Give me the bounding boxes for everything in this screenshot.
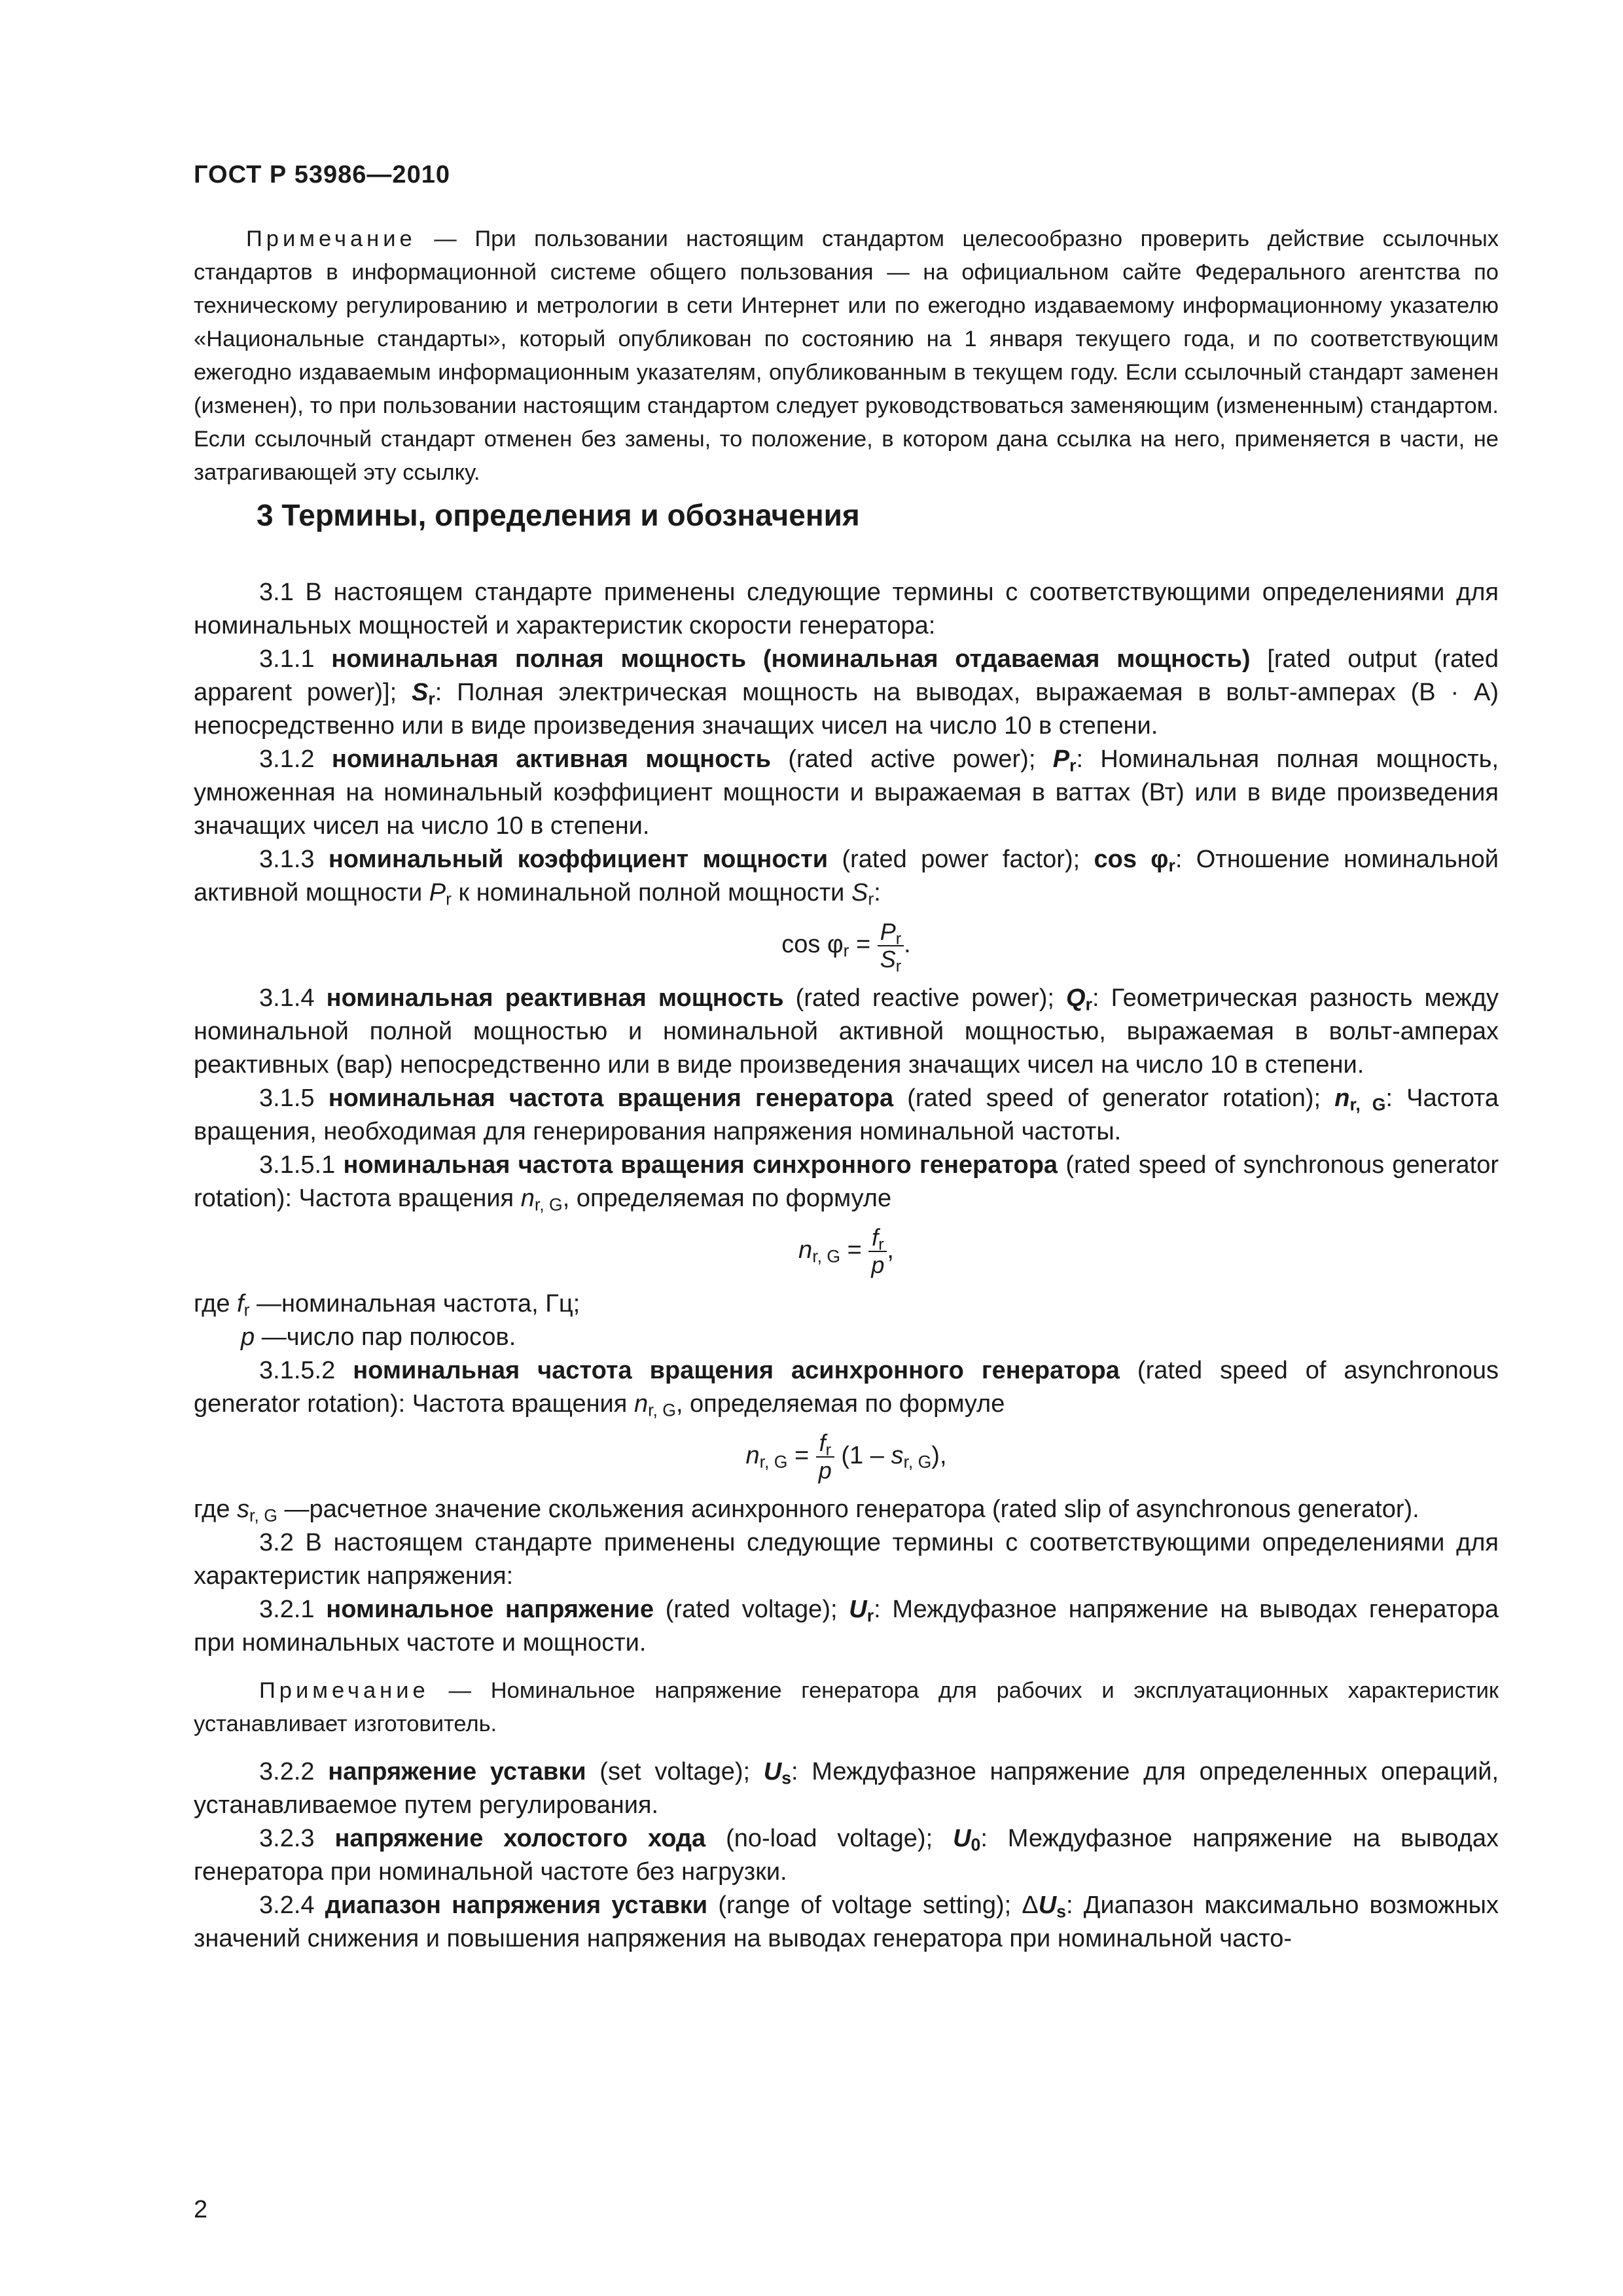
term-3-1-2: 3.1.2 номинальная активная мощность (rated active power); $P_r$: Номинальная полная мощность, умноженная на номинальный коэффициент мощности и выражаемая в ваттах (Вт) или в виде произведения значащих чисел на число 10 в степени. — [194, 745, 1499, 840]
voltage-note: Примечание — Номинальное напряжение генератора для рабочих и эксплуатационных характеристик устанавливает изготовитель. — [194, 1678, 1499, 1736]
reference-note — [194, 223, 1499, 490]
term-3-2-1: 3.2.1 номинальное напряжение (rated voltage); $U_r$: Междуфазное напряжение на выводах генератора при номинальных частоте и мощности. — [194, 1596, 1499, 1657]
formula-power-factor: $\cos \varphi_r$ = $\frac{P_r}{S_r}$ . — [781, 918, 911, 976]
formula-async-speed: $n_{r, G}$ = $\frac{f_r}{p}$ $(1 - s_{r, G})$, — [745, 1429, 947, 1484]
formula-sync-speed: $n_{r, G}$ = $\frac{f_r}{p}$ , — [798, 1224, 894, 1278]
note-label: Примечание — [246, 226, 416, 251]
legend-item-p: p — число пар полюсов. — [241, 1323, 516, 1351]
paragraph-3-2: 3.2 В настоящем стандарте применены следующие термины с соответствующими определениями для характеристик напряжения: — [194, 1529, 1499, 1590]
term-3-1-5: 3.1.5 номинальная частота вращения генератора (rated speed of generator rotation); $n_{r, G}$: Частота вращения, необходимая для генерирования напряжения номинальной частоты. — [194, 1085, 1499, 1145]
term-3-2-4: 3.2.4 диапазон напряжения уставки (range of voltage setting); $\Delta U_s$: Диапазон максимально возможных значений снижения и повышения напряжения на выводах генератора при номинальной часто- — [194, 1892, 1499, 1952]
legend-item-s: где $s_{r, G}$ — расчетное значение скольжения асинхронного генератора (rated slip of asynchronous generator). — [194, 1496, 1419, 1526]
paragraph-3-1: 3.1 В настоящем стандарте применены следующие термины с соответствующими определениями для номинальных мощностей и характеристик скорости генератора: — [194, 579, 1499, 639]
term-3-2-3: 3.2.3 напряжение холостого хода (no-load voltage); $U_0$: Междуфазное напряжение на выводах генератора при номинальной частоте без нагрузки. — [194, 1825, 1499, 1886]
term-3-1-1: 3.1.1 номинальная полная мощность (номинальная отдаваемая мощность) [rated output (rated apparent power)]; $S_r$: Полная электрическая мощность на выводах, выражаемая в вольт-амперах (В · А) непосредственно или в виде произведения значащих чисел на число 10 в степени. — [194, 645, 1499, 740]
document-header: ГОСТ Р 53986—2010 — [194, 161, 450, 188]
legend-item-f: где $f_r$ — номинальная частота, Гц; — [194, 1290, 580, 1320]
term-3-2-2: 3.2.2 напряжение уставки (set voltage); $U_s$: Междуфазное напряжение для определенных операций, устанавливаемое путем регулирования. — [194, 1758, 1499, 1819]
term-3-1-5-2: 3.1.5.2 номинальная частота вращения асинхронного генератора (rated speed of asynchronous generator rotation): Частота вращения $n_{r, G}$, определяемая по формуле — [194, 1357, 1499, 1420]
term-3-1-3: 3.1.3 номинальный коэффициент мощности (rated power factor); $\cos \varphi_r$: Отношение номинальной активной мощности $P_r$ к номинальной полной мощности $S_r$: — [194, 846, 1499, 909]
section-body — [194, 576, 1499, 1956]
term-3-1-5-1: 3.1.5.1 номинальная частота вращения синхронного генератора (rated speed of synchronous generator rotation): Частота вращения $n_{r, G}$, определяемая по формуле — [194, 1151, 1499, 1215]
note-text: — При пользовании настоящим стандартом целесообразно проверить действие ссылочных стандартов в информационной системе общего пользования — на официальном сайте Федерального агентства по техническому регулированию и метрологии в сети Интернет или по ежегодно издаваемому информационному указателю «Национальные стандарты», который опубликован по состоянию на 1 января текущего года, и по соответствующим ежегодно издаваемым информационным указателям, опубликованным в текущем году. Если ссылочный стандарт заменен (изменен), то при пользовании настоящим стандартом следует руководствоваться заменяющим (измененным) стандартом. Если ссылочный стандарт отменен без замены, то положение, в котором дана ссылка на него, применяется в части, не затрагивающей эту ссылку. — [194, 226, 1499, 485]
page-number: 2 — [194, 2196, 208, 2223]
term-3-1-4: 3.1.4 номинальная реактивная мощность (rated reactive power); $Q_r$: Геометрическая разность между номинальной полной мощностью и номинальной активной мощностью, выражаемая в вольт-амперах реактивных (вар) непосредственно или в виде произведения значащих чисел на число 10 в степени. — [194, 984, 1499, 1079]
section-title: 3 Термины, определения и обозначения — [257, 498, 860, 532]
